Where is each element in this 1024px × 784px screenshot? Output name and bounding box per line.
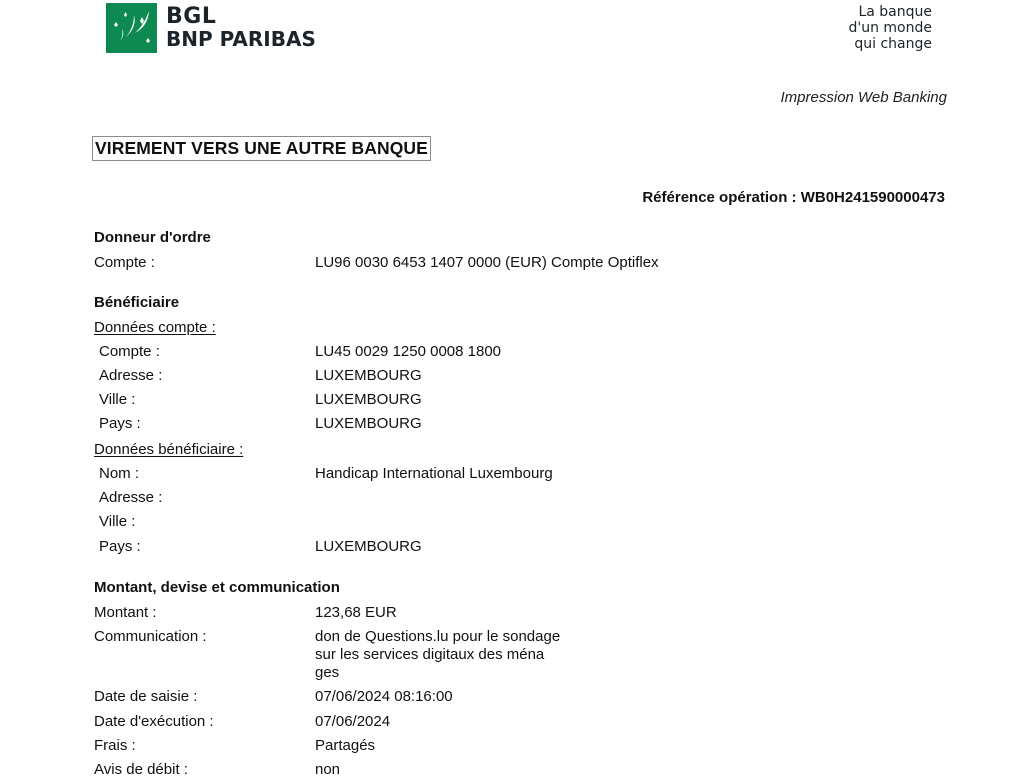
entry-date-value: 07/06/2024 08:16:00	[315, 688, 453, 705]
communication-label: Communication :	[94, 628, 207, 645]
fees-value: Partagés	[315, 737, 376, 754]
debit-notice-label: Avis de débit :	[94, 761, 188, 778]
amount-label: Montant :	[94, 604, 157, 621]
document-title: VIREMENT VERS UNE AUTRE BANQUE	[92, 136, 431, 161]
account-country-value: LUXEMBOURG	[315, 415, 422, 432]
beneficiary-name-value: Handicap International Luxembourg	[315, 465, 553, 482]
beneficiary-account-value: LU45 0029 1250 0008 1800	[315, 343, 502, 360]
brand-line-2: BNP PARIBAS	[166, 27, 316, 51]
ordering-account-label: Compte :	[94, 254, 155, 271]
brand-name	[166, 5, 316, 51]
ordering-account-value: LU96 0030 6453 1407 0000 (EUR) Compte Optiflex	[315, 254, 659, 271]
ordering-party-heading: Donneur d'ordre	[94, 229, 211, 246]
beneficiary-account-label: Compte :	[99, 343, 160, 360]
account-address-label: Adresse :	[99, 367, 163, 384]
tagline-line-3: qui change	[854, 36, 932, 52]
brand-line-1: BGL	[166, 4, 217, 29]
account-city-value: LUXEMBOURG	[315, 391, 422, 408]
account-data-heading: Données compte :	[94, 319, 216, 336]
communication-line-3: ges	[315, 664, 340, 681]
communication-value	[315, 628, 560, 682]
beneficiary-country-value: LUXEMBOURG	[315, 538, 422, 555]
execution-date-label: Date d'exécution :	[94, 713, 214, 730]
account-city-label: Ville :	[99, 391, 136, 408]
entry-date-label: Date de saisie :	[94, 688, 198, 705]
execution-date-value: 07/06/2024	[315, 713, 391, 730]
tagline-line-2: d'un monde	[848, 20, 932, 36]
operation-reference: Référence opération : WB0H241590000473	[642, 189, 945, 206]
amount-heading: Montant, devise et communication	[94, 579, 340, 596]
beneficiary-country-label: Pays :	[99, 538, 141, 555]
print-label: Impression Web Banking	[780, 89, 947, 106]
communication-line-2: sur les services digitaux des ména	[315, 646, 545, 663]
fees-label: Frais :	[94, 737, 136, 754]
beneficiary-heading: Bénéficiaire	[94, 294, 180, 311]
beneficiary-name-label: Nom :	[99, 465, 140, 482]
communication-line-1: don de Questions.lu pour le sondage	[315, 628, 561, 645]
bank-logo	[106, 3, 316, 53]
account-country-label: Pays :	[99, 415, 141, 432]
debit-notice-value: non	[315, 761, 341, 778]
tagline-line-1: La banque	[858, 4, 932, 20]
stars-birds-logo-icon	[106, 3, 157, 53]
account-address-value: LUXEMBOURG	[315, 367, 422, 384]
beneficiary-city-label: Ville :	[99, 513, 136, 530]
amount-value: 123,68 EUR	[315, 604, 397, 621]
beneficiary-data-heading: Données bénéficiaire :	[94, 441, 244, 458]
tagline	[848, 4, 932, 52]
beneficiary-address-label: Adresse :	[99, 489, 163, 506]
